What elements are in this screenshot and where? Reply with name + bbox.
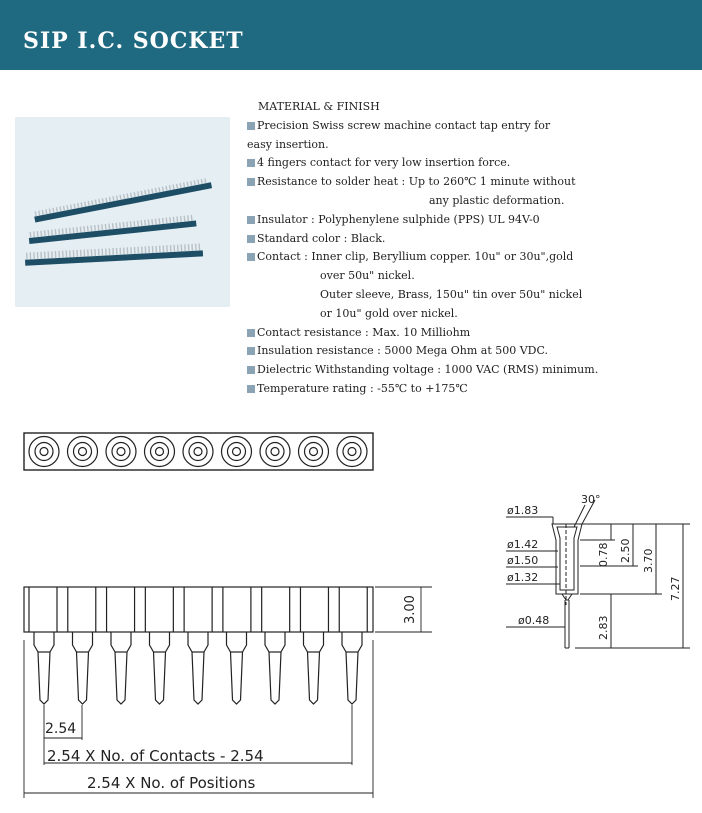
contact-pin [150,632,170,704]
dia-048-label: ø0.48 [518,614,550,627]
page-title: SIP I.C. SOCKET [23,28,244,54]
spec-continuation: Outer sleeve, Brass, 150u" tin over 50u" nickel [320,287,583,301]
dim-370-label: 3.70 [642,548,655,573]
contact-pin [188,632,208,704]
spec-item-text: Contact resistance : Max. 10 Milliohm [257,325,471,339]
angle-label: 30° [581,493,601,506]
dia-183-label: ø1.83 [507,504,539,517]
dim-250-label: 2.50 [619,538,632,563]
spec-item-text: Insulator : Polyphenylene sulphide (PPS) UL 94V-0 [257,212,540,226]
dim-078-label: 0.78 [597,542,610,567]
spec-continuation: or 10u" gold over nickel. [320,306,458,320]
dia-142-label: ø1.42 [507,538,539,551]
spec-continuation: any plastic deformation. [429,193,565,207]
spec-item-text: Insulation resistance : 5000 Mega Ohm at 500 VDC. [257,344,549,358]
contact-pin [265,632,285,704]
positions-span-label: 2.54 X No. of Positions [87,774,256,792]
spec-continuation: over 50u" nickel. [320,269,415,283]
height-dimension-label: 3.00 [403,595,418,624]
dia-150-label: ø1.50 [507,554,539,567]
spec-item-text: Temperature rating : -55℃ to +175℃ [257,381,468,395]
dia-132-label: ø1.32 [507,571,539,584]
spec-item-text: Precision Swiss screw machine contact tap entry for [257,118,551,132]
spec-item-text: 4 fingers contact for very low insertion force. [257,156,511,170]
spec-continuation: easy insertion. [247,137,329,151]
pitch-label: 2.54 [45,721,77,737]
top-view-strip [24,433,373,470]
spec-item-text: Contact : Inner clip, Beryllium copper. 10u" or 30u",gold [257,250,574,264]
contact-pin [111,632,131,704]
contact-pin [304,632,324,704]
contact-pin [342,632,362,704]
contact-pin [227,632,247,704]
contact-pin [73,632,93,704]
contact-pin [34,632,54,704]
spec-heading: MATERIAL & FINISH [258,100,380,113]
contacts-span-label: 2.54 X No. of Contacts - 2.54 [47,747,264,765]
spec-item-text: Resistance to solder heat : Up to 260℃ 1 minute without [257,175,576,189]
spec-item-text: Dielectric Withstanding voltage : 1000 VAC (RMS) minimum. [257,363,599,377]
dim-283-label: 2.83 [597,615,610,640]
dim-727-label: 7.27 [669,576,682,601]
spec-item-text: Standard color : Black. [257,231,386,245]
front-view [24,587,373,704]
